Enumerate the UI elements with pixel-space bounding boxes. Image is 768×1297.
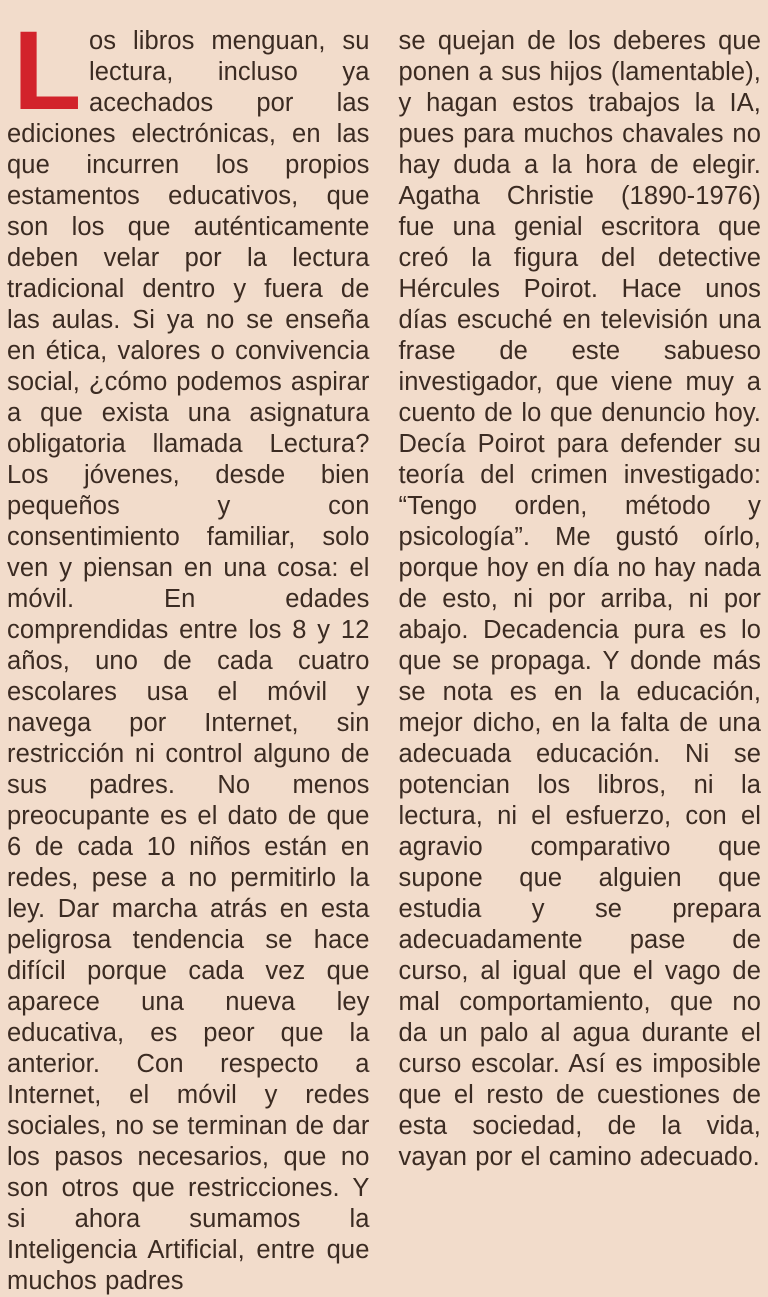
drop-cap-letter: L: [13, 8, 82, 133]
article-column-right: [399, 26, 762, 1197]
article-column-left: [7, 8, 370, 1295]
article-text-right: se quejan de los deberes que ponen a sus hijos (lamentable), y hagan estos trabajos la IA, pues para muchos chavales no hay duda a la hora de elegir. Agatha Christie (1890-1976) fue una genial escritora que creó la figura del detective Hércules Poirot. Hace unos días escuché en televisión una frase de este sabueso investigador, que viene muy a cuento de lo que denuncio hoy. Decía Poirot para defender su teoría del crimen investigado: “Tengo orden, método y psicología”. Me gustó oírlo, porque hoy en día no hay nada de esto, ni por arriba, ni por abajo. Decadencia pura es lo que se propaga. Y donde más se nota es en la educación, mejor dicho, en la falta de una adecuada educación. Ni se potencian los libros, ni la lectura, ni el esfuerzo, con el agravio comparativo que supone que alguien que estudia y se prepara adecuadamente pase de curso, al igual que el vago de mal comportamiento, que no da un palo al agua durante el curso escolar. Así es imposible que el resto de cuestiones de esta sociedad, de la vida, vayan por el camino adecuado.: [398, 27, 761, 1171]
article-text-left: os libros menguan, su lectura, incluso ya acechados por las ediciones electrónicas, en las que incurren los propios estamentos educativos, que son los que auténticamente deben velar por la lectura tradicional dentro y fuera de las aulas. Si ya no se enseña en ética, valores o convivencia social, ¿cómo podemos aspirar a que exista una asignatura obligatoria llamada Lectura? Los jóvenes, desde bien pequeños y con consentimiento familiar, solo ven y piensan en una cosa: el móvil. En edades comprendidas entre los 8 y 12 años, uno de cada cuatro escolares usa el móvil y navega por Internet, sin restricción ni control alguno de sus padres. No menos preocupante es el dato de que 6 de cada 10 niños están en redes, pese a no permitirlo la ley. Dar marcha atrás en esta peligrosa tendencia se hace difícil porque cada vez que aparece una nueva ley educativa, es peor que la anterior. Con respecto a Internet, el móvil y redes sociales, no se terminan de dar los pasos necesarios, que no son otros que restricciones. Y si ahora sumamos la Inteligencia Artificial, entre que muchos padres: [7, 27, 370, 1295]
